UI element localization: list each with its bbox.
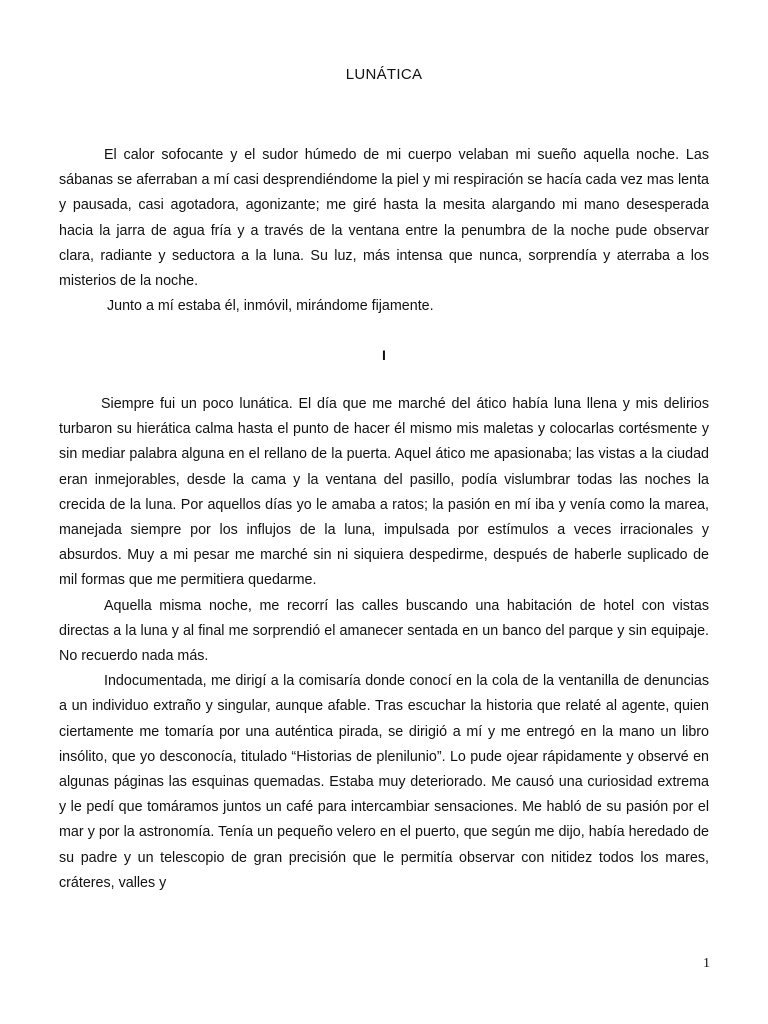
intro-paragraph: El calor sofocante y el sudor húmedo de mi cuerpo velaban mi sueño aquella noche. Las sábanas se aferraban a mí casi desprendiéndome la piel y mi respiración se hacía cada vez mas lenta y pausada, casi agotadora, agonizante; me giré hasta la mesita alargando mi mano desesperada hacia la jarra de agua fría y a través de la ventana entre la penumbra de la noche pude observar clara, radiante y seductora a la luna. Su luz, más intensa que nunca, sorprendía y aterraba a los misterios de la noche.	[59, 147, 709, 290]
body-paragraph: Aquella misma noche, me recorrí las calles buscando una habitación de hotel con vistas directas a la luna y al final me sorprendió el amanecer sentada en un banco del parque y sin equipaje. No recuerdo nada más.	[59, 597, 709, 665]
body-section	[59, 392, 709, 896]
document-title: LUNÁTICA	[345, 66, 423, 83]
intro-section	[59, 143, 709, 319]
intro-paragraph: Junto a mí estaba él, inmóvil, mirándome fijamente.	[107, 298, 434, 315]
body-paragraph: Siempre fui un poco lunática. El día que me marché del ático había luna llena y mis delirios turbaron su hierática calma hasta el punto de hacer él mismo mis maletas y colocarlas cortésmente y sin mediar palabra alguna en el rellano de la puerta. Aquel ático me apasionaba; las vistas a la ciudad eran inmejorables, desde la cama y la ventana del pasillo, podía vislumbrar todas las noches la crecida de la luna. Por aquellos días yo le amaba a ratos; la pasión en mí iba y venía como la marea, manejada siempre por los influjos de la luna, impulsada por estímulos a veces irracionales y absurdos. Muy a mi pesar me marché sin ni siquiera despedirme, después de haberle suplicado de mil formas que me permitiera quedarme.	[59, 396, 709, 589]
page-number: 1	[703, 956, 710, 971]
body-paragraph: Indocumentada, me dirigí a la comisaría donde conocí en la cola de la ventanilla de denuncias a un individuo extraño y singular, aunque afable. Tras escuchar la historia que relaté al agente, quien ciertamente me tomaría por una auténtica pirada, se dirigió a mí y me entregó en la mano un libro insólito, que yo desconocía, titulado “Historias de plenilunio”. Lo pude ojear rápidamente y observé en algunas páginas las esquinas quemadas. Estaba muy deteriorado. Me causó una curiosidad extrema y le pedí que tomáramos juntos un café para intercambiar sensaciones. Me habló de su pasión por el mar y por la astronomía. Tenía un pequeño velero en el puerto, que según me dijo, había heredado de su padre y un telescopio de gran precisión que le permitía observar con nitidez todos los mares, cráteres, valles y	[59, 673, 709, 891]
section-heading: I	[382, 347, 386, 363]
